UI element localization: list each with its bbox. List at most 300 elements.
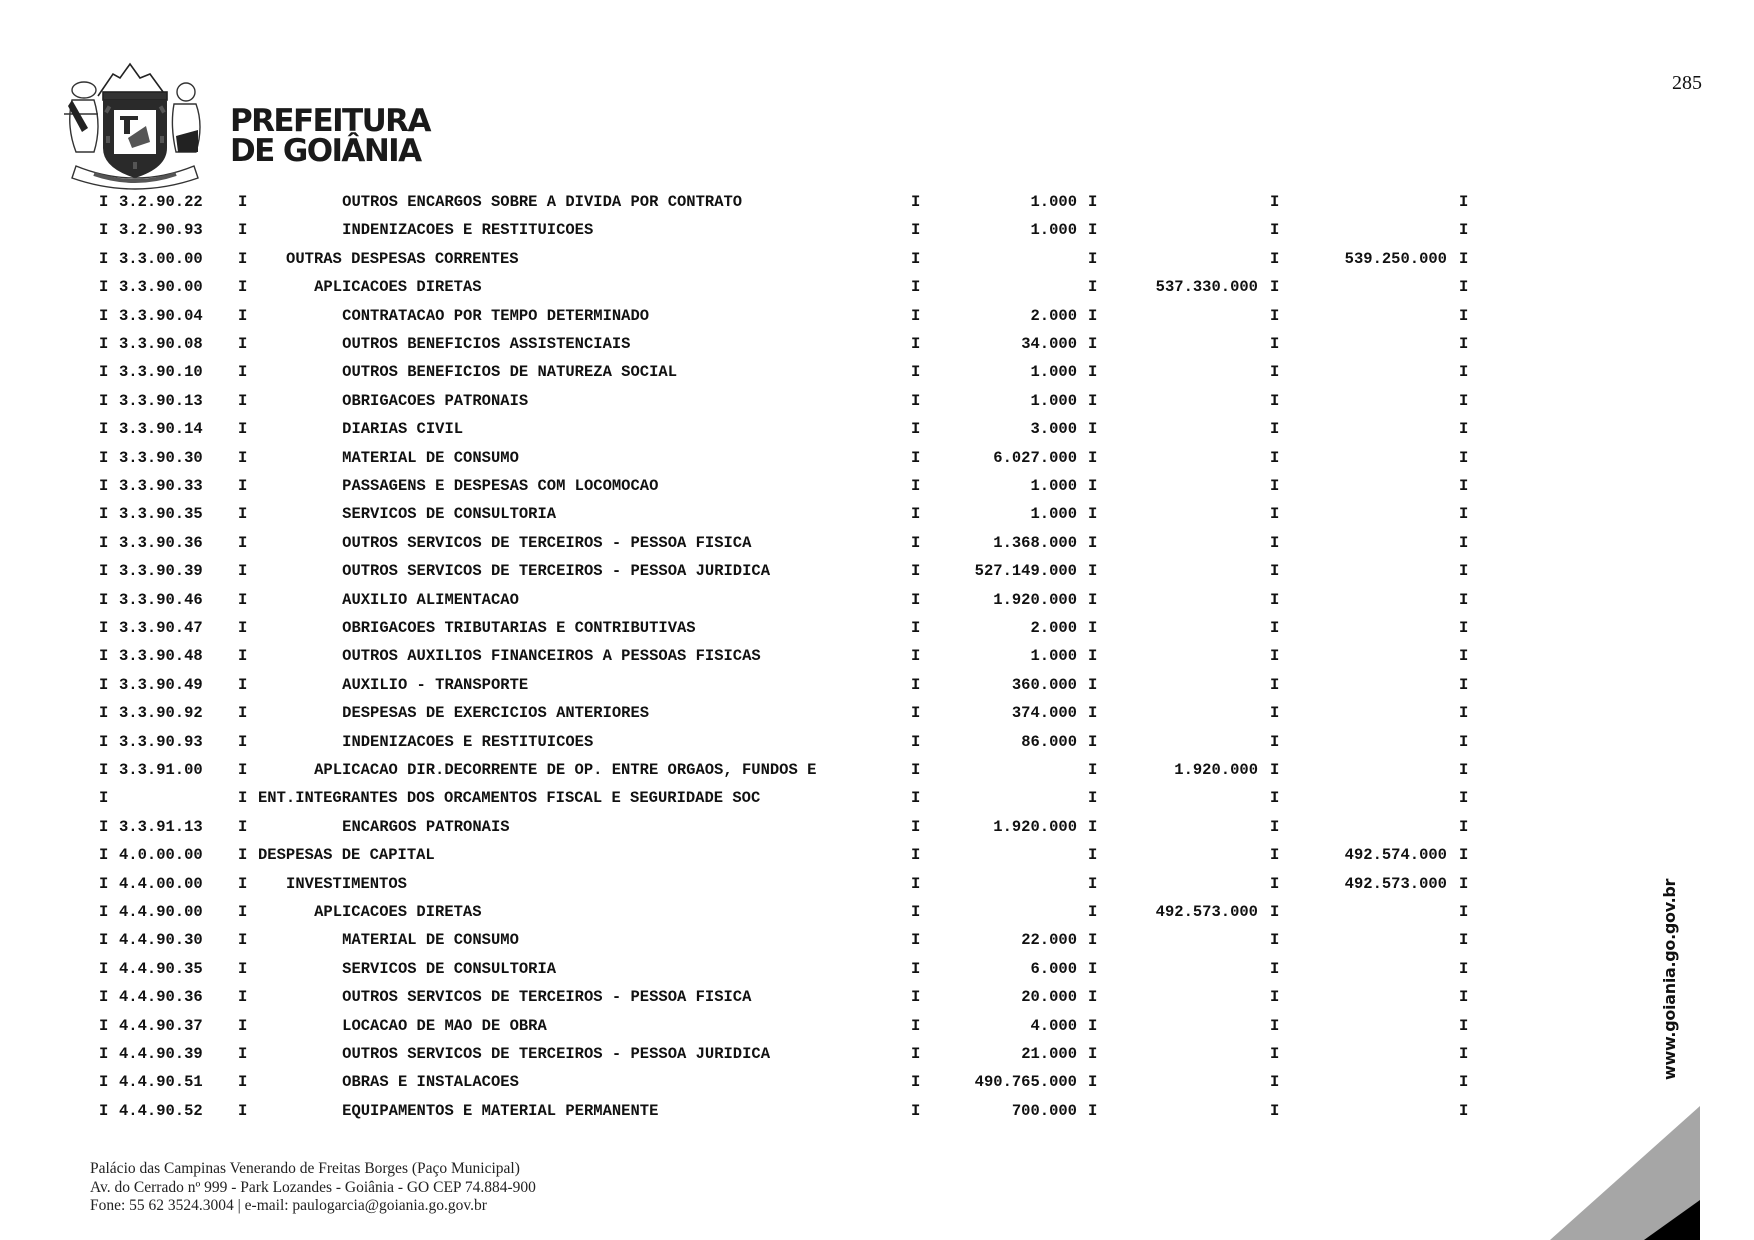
column-separator: I [1270,335,1280,353]
column-separator: I [99,1045,109,1063]
account-code: 3.3.90.10 [119,363,203,382]
table-row [0,1068,1500,1096]
amount-total: 492.573.000 [1344,874,1447,893]
account-code: 3.3.90.48 [119,647,203,666]
amount-element: 34.000 [1021,335,1077,353]
column-separator: I [1270,817,1280,836]
account-description: OBRAS E INSTALACOES [342,1073,519,1092]
table-row [0,841,1500,869]
column-separator: I [99,704,109,723]
column-separator: I [1270,306,1280,325]
column-separator: I [1088,988,1098,1007]
amount-subtotal: 492.573.000 [1155,903,1258,921]
column-separator: I [1270,420,1280,439]
column-separator: I [99,363,109,382]
column-separator: I [238,420,248,439]
column-separator: I [1088,619,1098,637]
table-row [0,699,1500,727]
column-separator: I [1088,221,1098,240]
account-code: 3.2.90.22 [119,193,203,211]
column-separator: I [1088,846,1098,865]
column-separator: I [1088,249,1098,268]
column-separator: I [238,448,248,467]
table-row [0,529,1500,557]
account-description: ENT.INTEGRANTES DOS ORCAMENTOS FISCAL E SEGURIDADE SOC [258,789,761,808]
footer-line-1: Palácio das Campinas Venerando de Freitas Borges (Paço Municipal) [90,1160,520,1177]
amount-element: 6.000 [1030,959,1077,978]
account-description: MATERIAL DE CONSUMO [342,448,519,467]
table-row [0,188,1500,216]
column-separator: I [911,1073,921,1092]
column-separator: I [1459,789,1469,808]
column-separator: I [238,193,248,211]
account-code: 4.4.90.36 [119,988,203,1007]
account-description: OUTROS BENEFICIOS DE NATUREZA SOCIAL [342,363,677,382]
brand-line-2: DE GOIÂNIA [230,133,421,169]
column-separator: I [238,363,248,382]
amount-element: 1.000 [1030,391,1077,410]
account-code: 4.4.90.51 [119,1073,203,1092]
account-code: 3.3.90.39 [119,562,203,581]
account-code: 4.4.90.00 [119,903,203,921]
column-separator: I [1088,874,1098,893]
account-code: 4.0.00.00 [119,846,203,865]
account-description: CONTRATACAO POR TEMPO DETERMINADO [342,306,650,325]
column-separator: I [911,874,921,893]
column-separator: I [99,988,109,1007]
account-code: 4.4.90.39 [119,1045,203,1063]
column-separator: I [99,1101,109,1120]
amount-element: 1.000 [1030,477,1077,495]
amount-element: 6.027.000 [993,448,1077,467]
column-separator: I [1270,448,1280,467]
column-separator: I [1088,335,1098,353]
column-separator: I [99,391,109,410]
amount-element: 374.000 [1011,704,1077,723]
account-description: AUXILIO ALIMENTACAO [342,590,519,609]
table-row [0,472,1500,500]
column-separator: I [1459,1016,1469,1035]
table-row [0,983,1500,1011]
column-separator: I [99,278,109,297]
column-separator: I [1459,903,1469,921]
amount-total: 492.574.000 [1344,846,1447,865]
column-separator: I [1270,704,1280,723]
amount-element: 3.000 [1030,420,1077,439]
table-row [0,500,1500,528]
account-description: MATERIAL DE CONSUMO [342,931,519,950]
account-description: APLICACOES DIRETAS [314,278,482,297]
column-separator: I [1459,221,1469,240]
column-separator: I [911,1045,921,1063]
column-separator: I [911,448,921,467]
column-separator: I [1270,903,1280,921]
column-separator: I [238,221,248,240]
column-separator: I [1270,477,1280,495]
column-separator: I [1459,619,1469,637]
account-description: DESPESAS DE EXERCICIOS ANTERIORES [342,704,650,723]
account-code: 4.4.90.30 [119,931,203,950]
column-separator: I [1270,590,1280,609]
column-separator: I [1459,420,1469,439]
column-separator: I [911,249,921,268]
amount-element: 360.000 [1011,675,1077,694]
account-description: SERVICOS DE CONSULTORIA [342,959,557,978]
account-description: INVESTIMENTOS [286,874,407,893]
column-separator: I [1270,959,1280,978]
account-description: PASSAGENS E DESPESAS COM LOCOMOCAO [342,477,659,495]
column-separator: I [1459,193,1469,211]
column-separator: I [238,391,248,410]
account-description: OUTRAS DESPESAS CORRENTES [286,249,519,268]
column-separator: I [911,505,921,524]
column-separator: I [1270,846,1280,865]
column-separator: I [911,619,921,637]
column-separator: I [1088,193,1098,211]
amount-element: 1.920.000 [993,590,1077,609]
column-separator: I [911,590,921,609]
account-code: 3.3.90.00 [119,278,203,297]
column-separator: I [238,477,248,495]
column-separator: I [238,675,248,694]
table-row [0,1040,1500,1068]
column-separator: I [238,903,248,921]
column-separator: I [238,590,248,609]
coat-of-arms-icon [58,56,212,192]
amount-element: 1.000 [1030,363,1077,382]
column-separator: I [1088,448,1098,467]
column-separator: I [1088,1073,1098,1092]
table-row [0,1097,1500,1125]
table-row [0,216,1500,244]
column-separator: I [1270,647,1280,666]
account-code: 3.3.91.00 [119,761,203,779]
amount-element: 700.000 [1011,1101,1077,1120]
account-code: 4.4.90.52 [119,1101,203,1120]
column-separator: I [911,562,921,581]
column-separator: I [1270,193,1280,211]
account-description: AUXILIO - TRANSPORTE [342,675,529,694]
column-separator: I [238,959,248,978]
column-separator: I [1088,590,1098,609]
column-separator: I [238,931,248,950]
table-row [0,642,1500,670]
account-description: ENCARGOS PATRONAIS [342,817,510,836]
column-separator: I [1088,732,1098,751]
column-separator: I [1459,874,1469,893]
column-separator: I [911,846,921,865]
table-row [0,728,1500,756]
amount-element: 1.368.000 [993,533,1077,552]
column-separator: I [1270,221,1280,240]
account-description: EQUIPAMENTOS E MATERIAL PERMANENTE [342,1101,659,1120]
amount-element: 1.000 [1030,221,1077,240]
column-separator: I [1270,761,1280,779]
account-code: 3.3.00.00 [119,249,203,268]
column-separator: I [911,704,921,723]
column-separator: I [238,562,248,581]
table-row [0,302,1500,330]
column-separator: I [1270,1101,1280,1120]
account-code: 3.3.91.13 [119,817,203,836]
account-description: OBRIGACOES TRIBUTARIAS E CONTRIBUTIVAS [342,619,696,637]
column-separator: I [99,193,109,211]
table-row [0,784,1500,812]
account-description: OBRIGACOES PATRONAIS [342,391,529,410]
account-code: 3.3.90.14 [119,420,203,439]
column-separator: I [1459,647,1469,666]
column-separator: I [911,761,921,779]
account-code: 3.3.90.36 [119,533,203,552]
column-separator: I [99,903,109,921]
column-separator: I [1459,391,1469,410]
column-separator: I [1088,505,1098,524]
column-separator: I [911,675,921,694]
account-description: OUTROS ENCARGOS SOBRE A DIVIDA POR CONTRATO [342,193,743,211]
account-code: 3.2.90.93 [119,221,203,240]
column-separator: I [911,1101,921,1120]
column-separator: I [238,1101,248,1120]
footer-line-3: Fone: 55 62 3524.3004 | e-mail: paulogarcia@goiania.go.gov.br [90,1197,487,1214]
account-description: SERVICOS DE CONSULTORIA [342,505,557,524]
column-separator: I [911,903,921,921]
column-separator: I [99,817,109,836]
account-description: OUTROS SERVICOS DE TERCEIROS - PESSOA FISICA [342,988,752,1007]
column-separator: I [1088,1101,1098,1120]
account-description: INDENIZACOES E RESTITUICOES [342,732,594,751]
column-separator: I [911,278,921,297]
account-code: 3.3.90.92 [119,704,203,723]
column-separator: I [1270,619,1280,637]
column-separator: I [1088,675,1098,694]
amount-element: 21.000 [1021,1045,1077,1063]
column-separator: I [99,1016,109,1035]
table-row [0,614,1500,642]
column-separator: I [99,306,109,325]
column-separator: I [1088,647,1098,666]
column-separator: I [1459,363,1469,382]
table-row [0,756,1500,784]
column-separator: I [911,931,921,950]
column-separator: I [238,306,248,325]
column-separator: I [1459,959,1469,978]
column-separator: I [238,704,248,723]
table-row [0,955,1500,983]
column-separator: I [99,789,109,808]
column-separator: I [1270,789,1280,808]
column-separator: I [1459,732,1469,751]
account-code: 3.3.90.35 [119,505,203,524]
column-separator: I [1459,448,1469,467]
account-code: 4.4.00.00 [119,874,203,893]
column-separator: I [1088,391,1098,410]
table-row [0,671,1500,699]
column-separator: I [1270,675,1280,694]
table-row [0,586,1500,614]
account-code: 4.4.90.37 [119,1016,203,1035]
column-separator: I [1270,533,1280,552]
account-description: DIARIAS CIVIL [342,420,464,439]
column-separator: I [99,761,109,779]
column-separator: I [99,675,109,694]
account-description: OUTROS SERVICOS DE TERCEIROS - PESSOA JURIDICA [342,1045,771,1063]
column-separator: I [238,619,248,637]
column-separator: I [911,391,921,410]
account-code: 4.4.90.35 [119,959,203,978]
amount-element: 2.000 [1030,306,1077,325]
column-separator: I [99,931,109,950]
column-separator: I [1270,1045,1280,1063]
column-separator: I [911,817,921,836]
account-code: 3.3.90.47 [119,619,203,637]
account-description: OUTROS BENEFICIOS ASSISTENCIAIS [342,335,631,353]
table-row [0,245,1500,273]
account-description: APLICACOES DIRETAS [314,903,482,921]
account-code: 3.3.90.49 [119,675,203,694]
column-separator: I [1459,1101,1469,1120]
column-separator: I [238,761,248,779]
column-separator: I [1459,249,1469,268]
column-separator: I [238,789,248,808]
column-separator: I [238,874,248,893]
column-separator: I [911,959,921,978]
column-separator: I [238,278,248,297]
column-separator: I [1459,1073,1469,1092]
table-row [0,926,1500,954]
brand-line-1: PREFEITURA [230,103,430,139]
column-separator: I [911,647,921,666]
column-separator: I [99,505,109,524]
column-separator: I [238,988,248,1007]
column-separator: I [238,1016,248,1035]
account-description: LOCACAO DE MAO DE OBRA [342,1016,547,1035]
column-separator: I [238,505,248,524]
column-separator: I [99,562,109,581]
column-separator: I [1459,675,1469,694]
column-separator: I [1088,420,1098,439]
account-code: 3.3.90.08 [119,335,203,353]
table-row [0,358,1500,386]
column-separator: I [238,732,248,751]
column-separator: I [1270,363,1280,382]
table-row [0,444,1500,472]
account-description: INDENIZACOES E RESTITUICOES [342,221,594,240]
amount-element: 86.000 [1021,732,1077,751]
account-code: 3.3.90.13 [119,391,203,410]
table-row [0,415,1500,443]
column-separator: I [99,533,109,552]
column-separator: I [911,477,921,495]
column-separator: I [911,988,921,1007]
column-separator: I [238,846,248,865]
column-separator: I [99,249,109,268]
table-row [0,813,1500,841]
table-row [0,387,1500,415]
amount-element: 4.000 [1030,1016,1077,1035]
column-separator: I [1088,278,1098,297]
account-code: 3.3.90.30 [119,448,203,467]
column-separator: I [1270,988,1280,1007]
column-separator: I [911,306,921,325]
corner-decoration-icon [1540,1100,1754,1240]
column-separator: I [1459,817,1469,836]
column-separator: I [1459,562,1469,581]
column-separator: I [1459,1045,1469,1063]
column-separator: I [1270,278,1280,297]
page-number: 285 [1672,72,1702,94]
column-separator: I [911,193,921,211]
column-separator: I [1088,817,1098,836]
amount-element: 22.000 [1021,931,1077,950]
amount-element: 1.000 [1030,505,1077,524]
column-separator: I [911,363,921,382]
column-separator: I [99,619,109,637]
column-separator: I [1459,533,1469,552]
amount-total: 539.250.000 [1344,249,1447,268]
table-row [0,1012,1500,1040]
column-separator: I [99,420,109,439]
amount-subtotal: 537.330.000 [1155,278,1258,297]
column-separator: I [1088,477,1098,495]
column-separator: I [1459,477,1469,495]
column-separator: I [1270,874,1280,893]
column-separator: I [99,448,109,467]
column-separator: I [1459,931,1469,950]
column-separator: I [99,1073,109,1092]
table-row [0,330,1500,358]
column-separator: I [1459,846,1469,865]
table-row [0,557,1500,585]
column-separator: I [238,817,248,836]
amount-element: 20.000 [1021,988,1077,1007]
account-description: OUTROS SERVICOS DE TERCEIROS - PESSOA FISICA [342,533,752,552]
column-separator: I [1459,306,1469,325]
column-separator: I [238,1073,248,1092]
column-separator: I [1088,533,1098,552]
column-separator: I [99,221,109,240]
account-description: OUTROS SERVICOS DE TERCEIROS - PESSOA JURIDICA [342,562,771,581]
amount-subtotal: 1.920.000 [1174,761,1258,779]
table-row [0,898,1500,926]
column-separator: I [99,590,109,609]
column-separator: I [238,647,248,666]
column-separator: I [1270,1016,1280,1035]
column-separator: I [1088,562,1098,581]
column-separator: I [1459,988,1469,1007]
column-separator: I [99,732,109,751]
column-separator: I [911,789,921,808]
amount-element: 490.765.000 [974,1073,1077,1092]
account-description: APLICACAO DIR.DECORRENTE DE OP. ENTRE ORGAOS, FUNDOS E [314,761,817,779]
column-separator: I [99,959,109,978]
brand-wordmark [230,103,430,169]
amount-element: 1.920.000 [993,817,1077,836]
amount-element: 1.000 [1030,647,1077,666]
column-separator: I [1088,306,1098,325]
account-description: DESPESAS DE CAPITAL [258,846,435,865]
account-code: 3.3.90.33 [119,477,203,495]
column-separator: I [1459,590,1469,609]
column-separator: I [99,874,109,893]
table-row [0,273,1500,301]
column-separator: I [1088,1045,1098,1063]
footer-line-2: Av. do Cerrado nº 999 - Park Lozandes - Goiânia - GO CEP 74.884-900 [90,1178,536,1196]
column-separator: I [99,846,109,865]
column-separator: I [99,335,109,353]
website-url: www.goiania.go.gov.br [1660,878,1679,1080]
column-separator: I [1270,1073,1280,1092]
column-separator: I [99,477,109,495]
